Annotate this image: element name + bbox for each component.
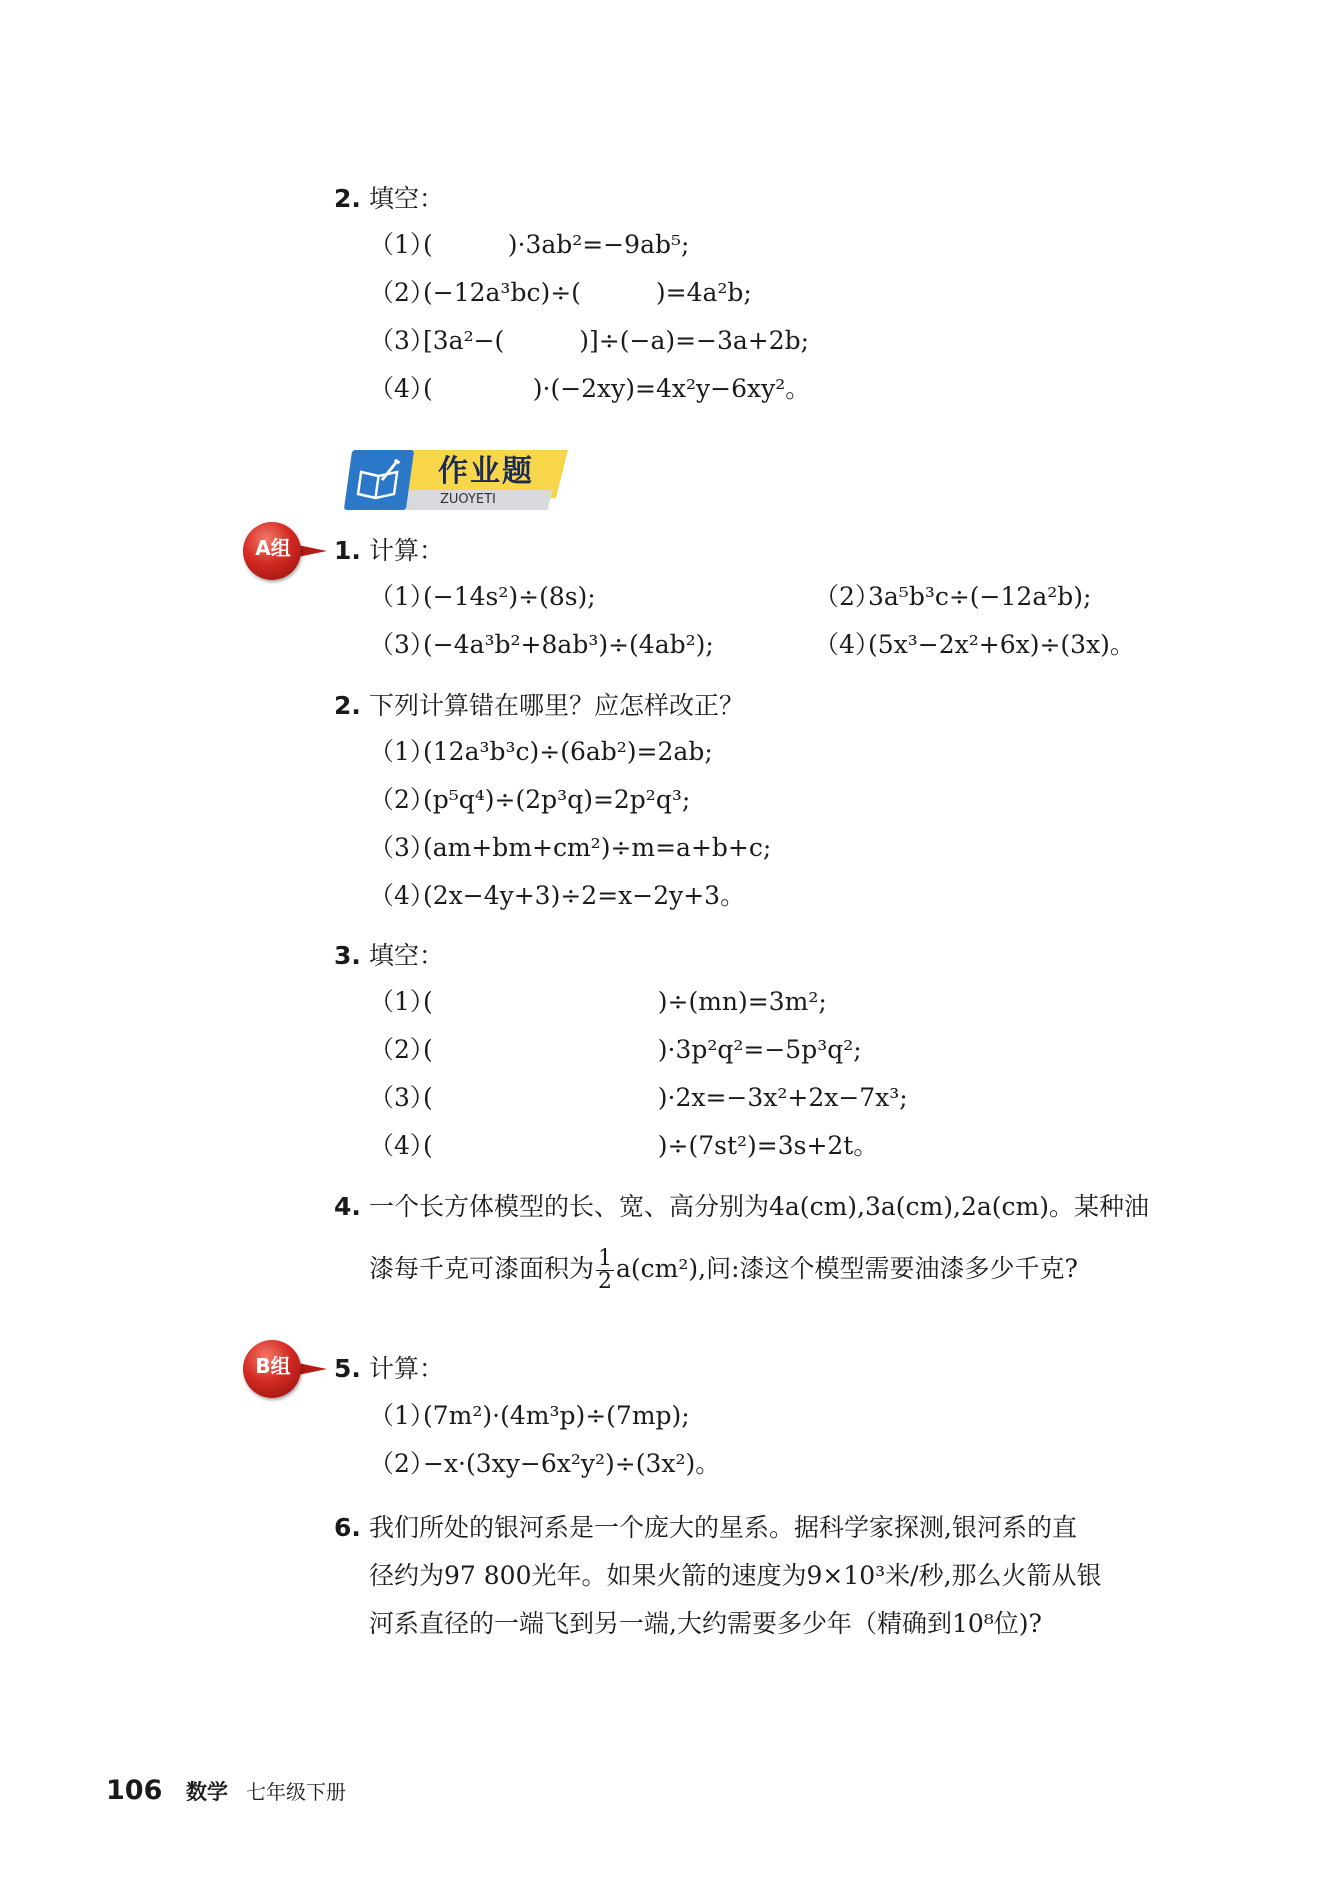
math-expression: ( )·3ab²=−9ab⁵;: [423, 230, 690, 259]
sub-label: （1）: [369, 582, 435, 611]
sub-label: （1）: [369, 737, 435, 766]
question-line: 河系直径的一端飞到另一端,大约需要多少年（精确到10⁸位)?: [369, 1609, 1042, 1638]
sub-label: （4）: [369, 1131, 435, 1160]
question-title: 计算：: [369, 1354, 445, 1383]
math-expression: (5x³−2x²+6x)÷(3x)。: [868, 630, 1135, 659]
banner-title: 作业题: [438, 454, 534, 489]
sub-item: [369, 229, 689, 261]
banner-subtitle: ZUOYETI: [440, 492, 496, 507]
math-expression: (am+bm+cm²)÷m=a+b+c;: [423, 833, 772, 862]
sub-label: （4）: [369, 374, 435, 403]
group-a-badge: [243, 522, 343, 582]
fraction-denominator: 2: [598, 1269, 613, 1294]
question-title: 下列计算错在哪里？应怎样改正？: [369, 691, 745, 720]
math-expression: [3a²−( )]÷(−a)=−3a+2b;: [423, 326, 810, 355]
sub-label: （3）: [369, 833, 435, 862]
sub-label: （2）: [369, 278, 435, 307]
math-expression: ( )·(−2xy)=4x²y−6xy²。: [423, 374, 811, 403]
fraction: [596, 1248, 614, 1293]
sub-label: （3）: [369, 326, 435, 355]
sub-label: （2）: [369, 785, 435, 814]
sub-item: [369, 880, 745, 912]
sub-label: （2）: [814, 582, 880, 611]
group-b-badge: [243, 1340, 343, 1400]
question-number: 4.: [334, 1192, 361, 1221]
math-expression: 3a⁵b³c÷(−12a²b);: [868, 582, 1092, 611]
question-text: 漆每千克可漆面积为: [369, 1254, 595, 1283]
math-expression: (−4a³b²+8ab³)÷(4ab²);: [423, 630, 714, 659]
sub-item: [814, 581, 1091, 613]
question-line: 我们所处的银河系是一个庞大的星系。据科学家探测,银河系的直: [369, 1513, 1077, 1542]
sub-label: （2）: [369, 1035, 435, 1064]
sub-item: [369, 581, 596, 613]
sub-label: （3）: [369, 1083, 435, 1112]
question-title: 填空：: [369, 941, 445, 970]
book-pencil-icon: [344, 450, 414, 510]
sub-item: [369, 277, 752, 309]
math-expression: (p⁵q⁴)÷(2p³q)=2p²q³;: [423, 785, 691, 814]
math-expression: (7m²)·(4m³p)÷(7mp);: [423, 1401, 690, 1430]
question-line: [369, 1248, 1078, 1293]
sub-label: （4）: [369, 881, 435, 910]
sub-label: （1）: [369, 987, 435, 1016]
sub-item: [369, 1448, 720, 1480]
sub-item: [369, 629, 714, 661]
group-label: B组: [255, 1354, 291, 1378]
group-label: A组: [255, 536, 291, 560]
sub-label: （2）: [369, 1449, 435, 1478]
sub-label: （1）: [369, 1401, 435, 1430]
sub-item: [369, 1130, 878, 1162]
question-number: 3.: [334, 941, 361, 970]
question-number: 6.: [334, 1513, 361, 1542]
math-expression: (12a³b³c)÷(6ab²)=2ab;: [423, 737, 713, 766]
question-number: 2.: [334, 691, 361, 720]
math-expression: −x·(3xy−6x²y²)÷(3x²)。: [423, 1449, 721, 1478]
question-text: a(cm²),问:漆这个模型需要油漆多少千克?: [616, 1254, 1078, 1283]
math-expression: (2x−4y+3)÷2=x−2y+3。: [423, 881, 746, 910]
footer-book-title: 七年级下册: [246, 1780, 346, 1804]
sub-item: [369, 736, 713, 768]
page-number: 106: [106, 1775, 163, 1806]
sub-label: （3）: [369, 630, 435, 659]
math-expression: (−14s²)÷(8s);: [423, 582, 596, 611]
math-expression: ( )÷(7st²)=3s+2t。: [423, 1131, 879, 1160]
sub-item: [369, 1082, 908, 1114]
sub-item: [369, 986, 827, 1018]
question-title: 计算：: [369, 536, 445, 565]
sub-item: [814, 629, 1135, 661]
sub-item: [369, 325, 809, 357]
sub-item: [369, 1034, 862, 1066]
question-title: 填空：: [369, 184, 445, 213]
question-line: 径约为97 800光年。如果火箭的速度为9×10³米/秒,那么火箭从银: [369, 1561, 1102, 1590]
sub-item: [369, 1400, 690, 1432]
math-expression: (−12a³bc)÷( )=4a²b;: [423, 278, 752, 307]
sub-label: （4）: [814, 630, 880, 659]
footer-subject: 数学: [186, 1780, 228, 1804]
sub-item: [369, 832, 771, 864]
math-expression: ( )·3p²q²=−5p³q²;: [423, 1035, 862, 1064]
math-expression: ( )·2x=−3x²+2x−7x³;: [423, 1083, 908, 1112]
question-number: 1.: [334, 536, 361, 565]
math-expression: ( )÷(mn)=3m²;: [423, 987, 827, 1016]
homework-banner: [340, 448, 570, 512]
sub-label: （1）: [369, 230, 435, 259]
sub-item: [369, 373, 810, 405]
question-number: 2.: [334, 184, 361, 213]
question-line: 一个长方体模型的长、宽、高分别为4a(cm),3a(cm),2a(cm)。某种油: [369, 1192, 1149, 1221]
sub-item: [369, 784, 690, 816]
question-number: 5.: [334, 1354, 361, 1383]
fraction-numerator: 1: [598, 1246, 613, 1271]
